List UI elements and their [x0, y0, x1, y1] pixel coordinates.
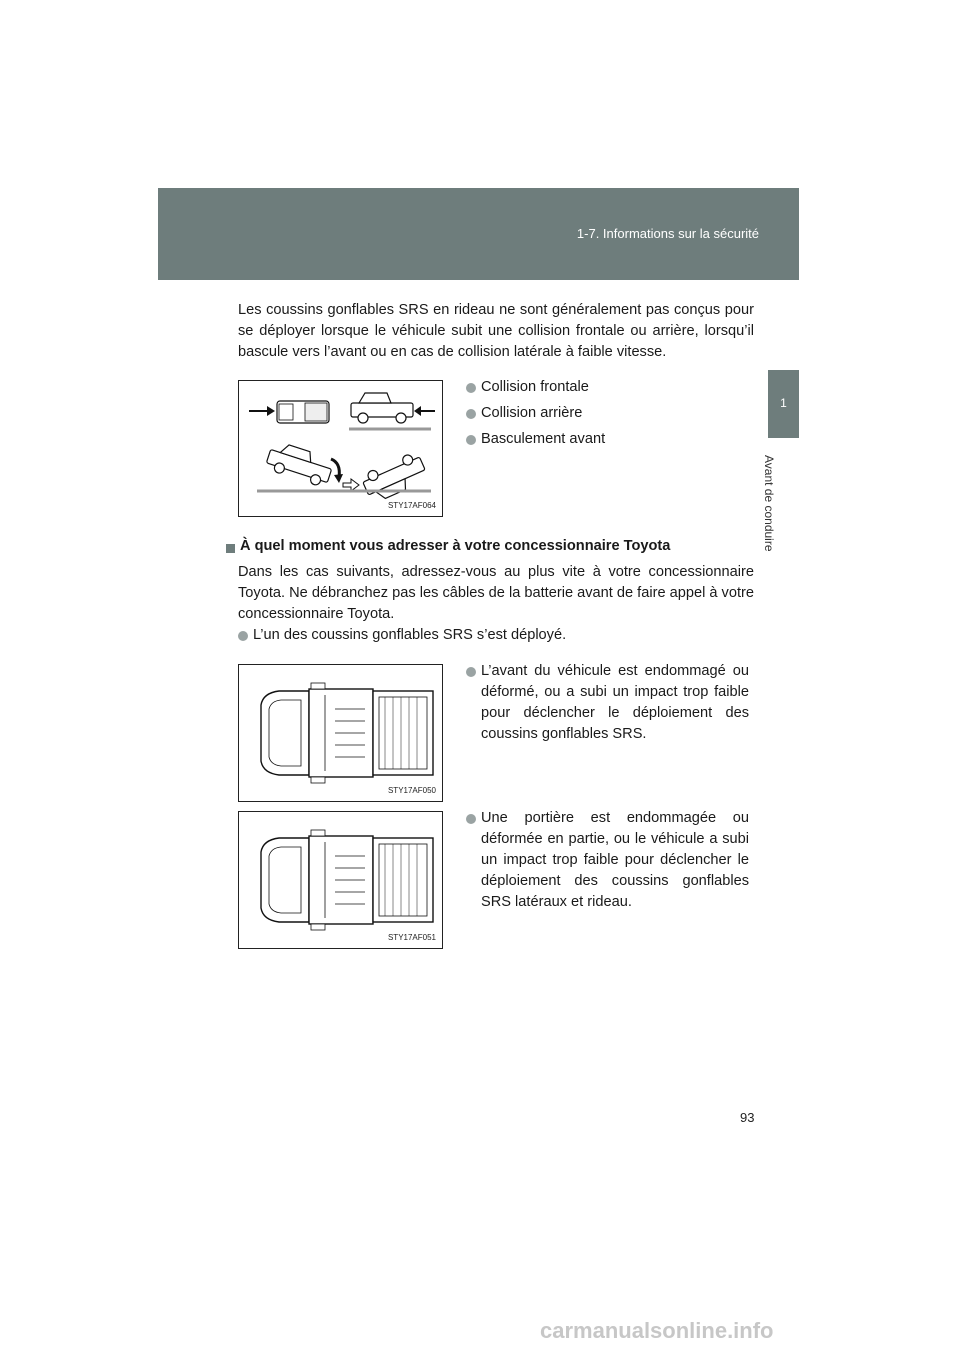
bullet-srs-deployed: L’un des coussins gonflables SRS s’est déployé.: [253, 627, 567, 643]
bullet-front-collision: Collision frontale: [481, 379, 589, 395]
section-title: 1-7. Informations sur la sécurité: [576, 226, 759, 241]
chapter-tab: [768, 370, 799, 438]
chapter-label: [762, 455, 796, 585]
intro-paragraph: Les coussins gonflables SRS en rideau ne sont généralement pas conçus pour se déployer lorsque le véhicule subit une collision frontale ou arrière, lorsqu’il bascule vers l’avant ou en cas de collision latérale à faible vitesse.: [238, 302, 754, 360]
bullet-door-damage: Une portière est endommagée ou déformée en partie, ou le véhicule a subi un impact trop faible pour déclencher le déploiement des coussins gonflables SRS latéraux et rideau.: [481, 810, 749, 910]
collision-figure: [238, 380, 443, 517]
section-header: [158, 188, 799, 280]
bullet-icon: [466, 383, 476, 393]
bullet-front-damage: L’avant du véhicule est endommagé ou déformé, ou a subi un impact trop faible pour déclencher le déploiement des coussins gonflables SRS.: [481, 663, 749, 742]
section-heading: À quel moment vous adresser à votre concessionnaire Toyota: [240, 538, 671, 554]
bullet-front-tip: Basculement avant: [481, 431, 606, 447]
page-number: 93: [740, 1110, 755, 1125]
bullet-icon: [466, 435, 476, 445]
collision-illustration: [239, 381, 442, 516]
bullet-rear-collision: Collision arrière: [481, 405, 583, 421]
bullet-icon: [238, 631, 248, 641]
chapter-label-text: Avant de conduire: [762, 455, 776, 552]
truck-front-damage-figure: [238, 664, 443, 802]
truck-top-view-illustration: [239, 665, 442, 801]
section-paragraph: Dans les cas suivants, adressez-vous au plus vite à votre concessionnaire Toyota. Ne débranchez pas les câbles de la batterie avant de faire appel à votre concessionnaire Toyota.: [238, 564, 754, 622]
truck-door-damage-figure: [238, 811, 443, 949]
bullet-icon: [466, 814, 476, 824]
bullet-icon: [466, 409, 476, 419]
heading-square-icon: [226, 544, 235, 553]
truck-top-view-illustration: [239, 812, 442, 948]
figure-code: STY17AF050: [387, 786, 436, 795]
bullet-icon: [466, 667, 476, 677]
figure-code: STY17AF051: [387, 933, 436, 942]
chapter-number: 1: [780, 396, 787, 410]
figure-code: STY17AF064: [387, 501, 436, 510]
watermark: carmanualsonline.info: [540, 1318, 774, 1343]
